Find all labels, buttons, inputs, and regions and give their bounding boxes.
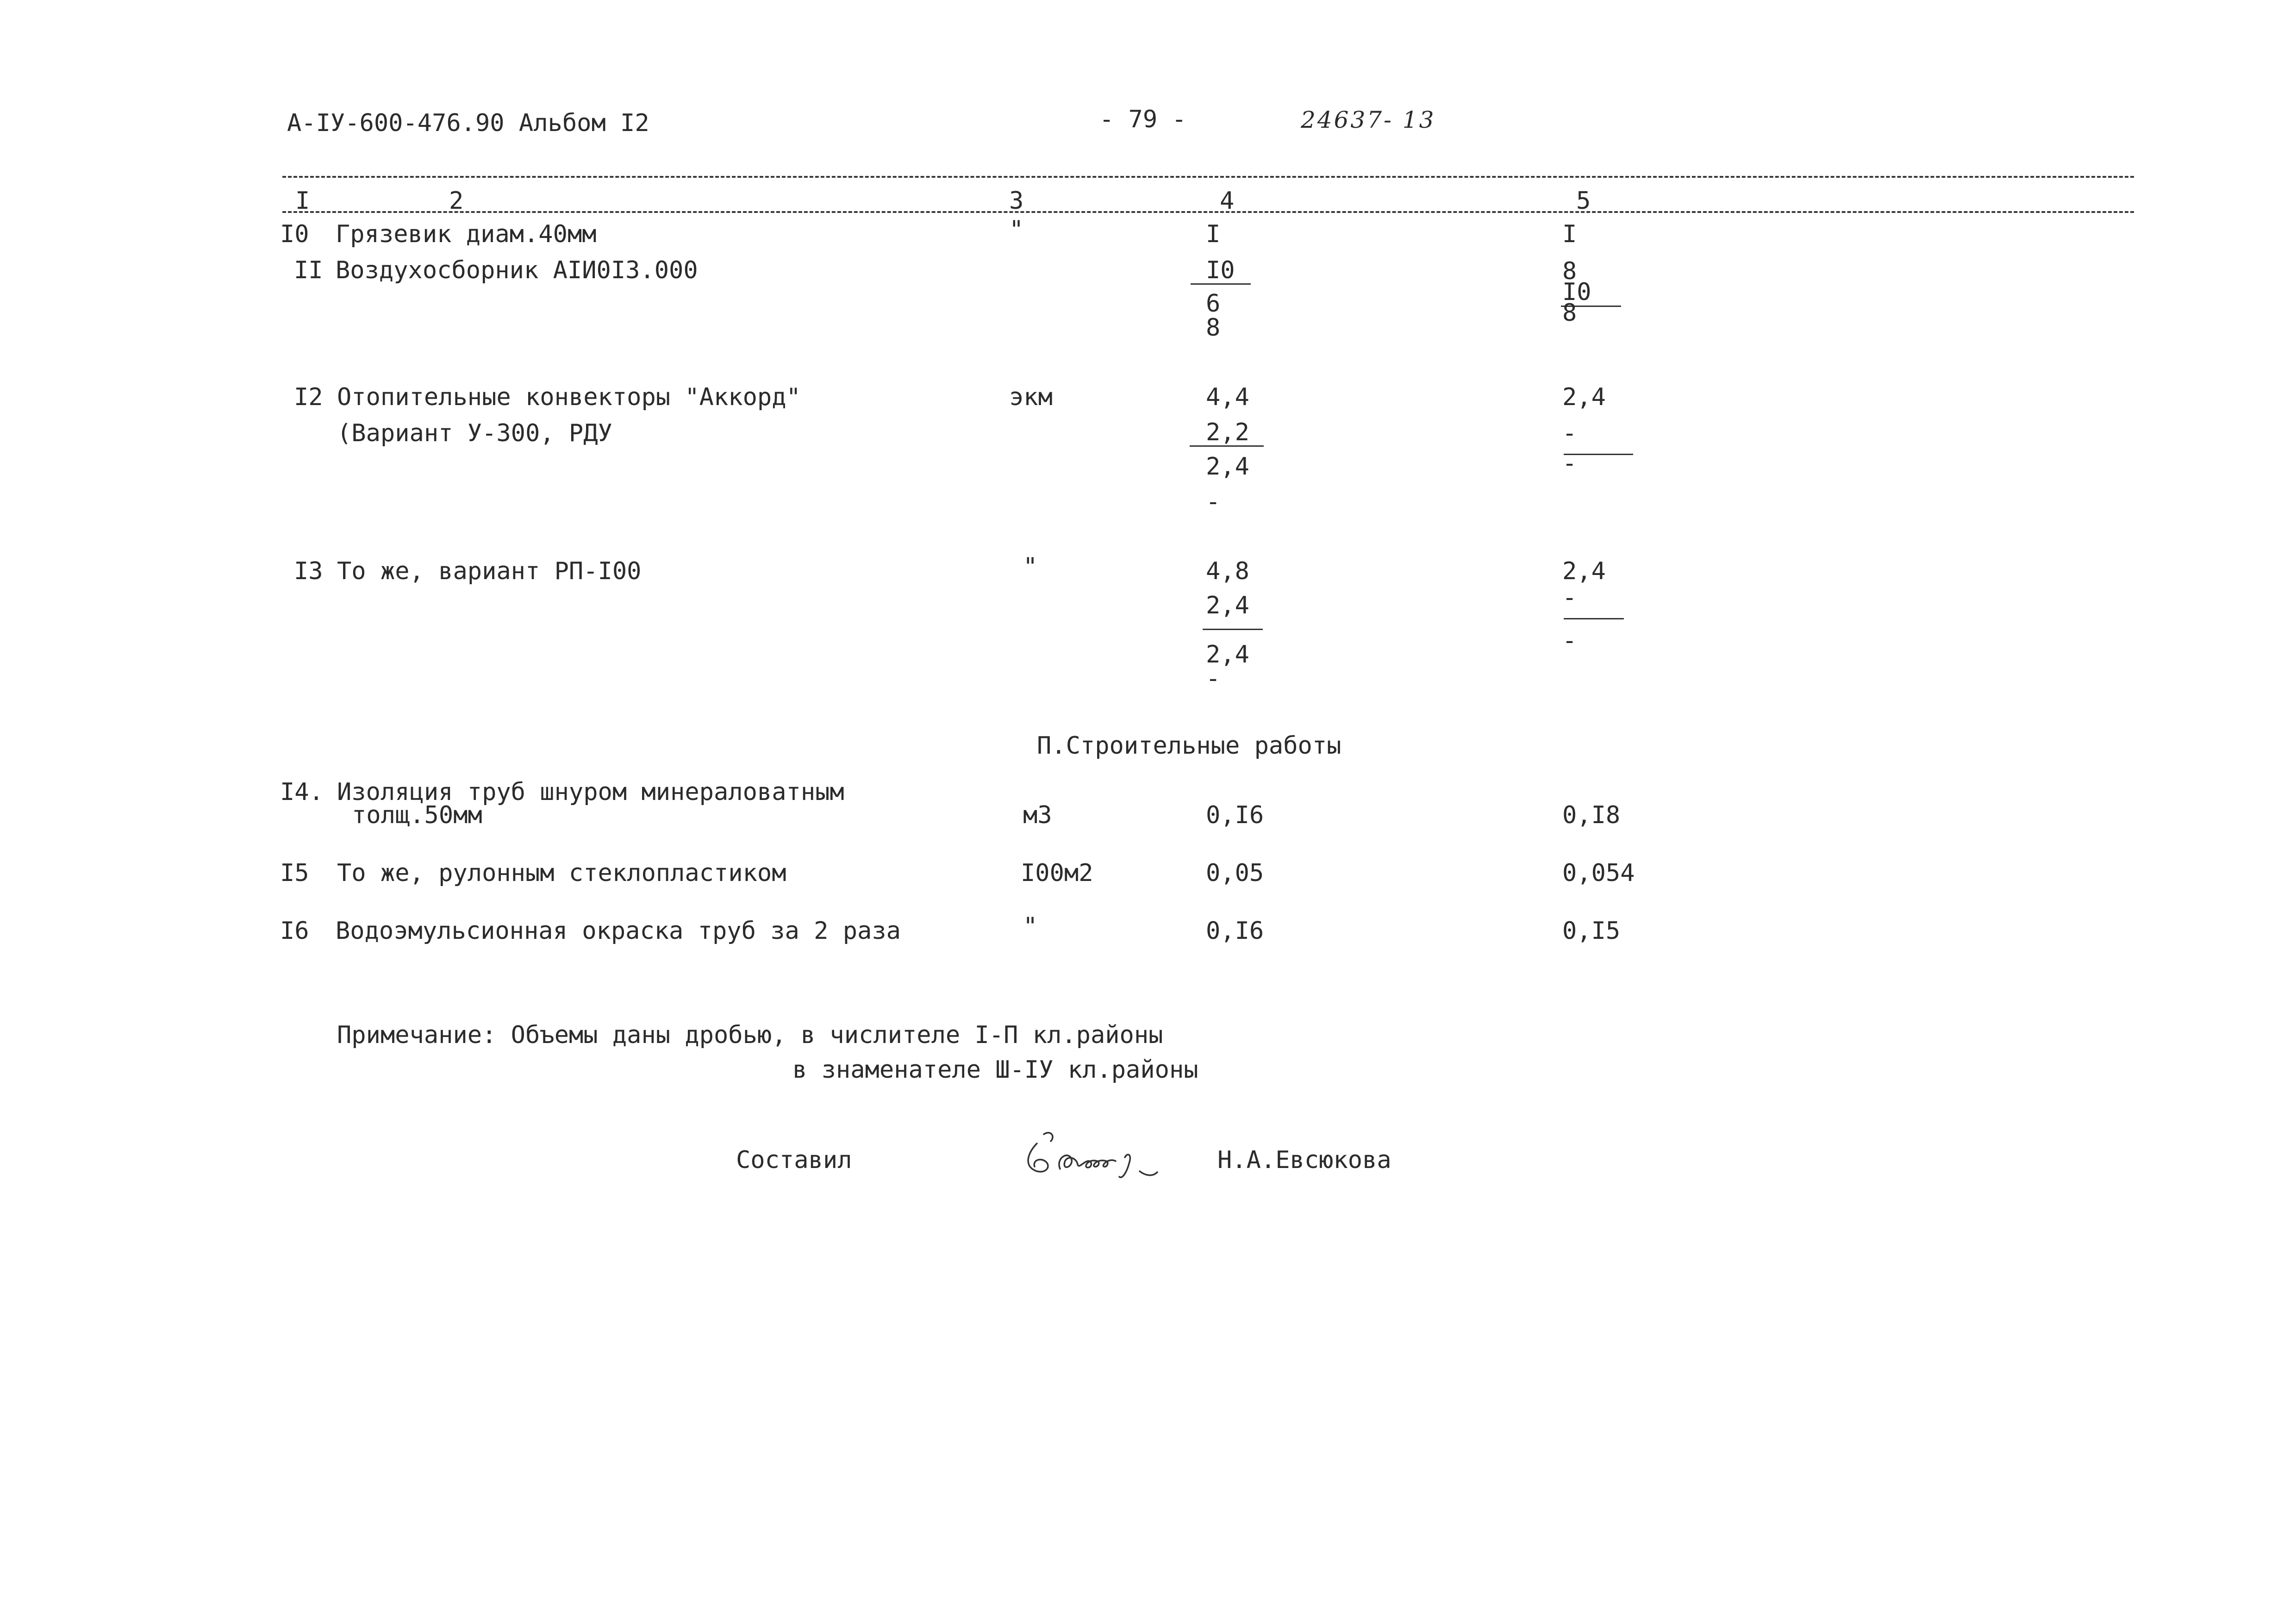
header-dashed-line-top <box>282 176 2134 178</box>
row-name: Воздухосборник АIИ0I3.000 <box>336 256 698 284</box>
handwritten-signature <box>1018 1125 1204 1185</box>
row-unit: " <box>1023 912 1038 940</box>
row-name: То же, вариант РП-I00 <box>337 557 642 585</box>
row-col4-value: 0,05 <box>1206 859 1264 887</box>
fraction-line <box>1190 445 1264 447</box>
row-name: Изоляция труб шнуром минераловатным <box>337 778 844 806</box>
row-col4-denominator: - <box>1206 665 1221 693</box>
row-col5-value: I <box>1562 220 1577 248</box>
note-line-2: в знаменателе Ш-IУ кл.районы <box>792 1056 1198 1084</box>
row-number: I4. <box>280 778 324 806</box>
row-col4-value: 0,I6 <box>1206 801 1264 829</box>
fraction-line <box>1203 629 1263 630</box>
row-unit: экм <box>1009 383 1053 411</box>
row-unit: I00м2 <box>1021 859 1093 887</box>
row-col5-value: 0,054 <box>1562 859 1635 887</box>
row-col4-denominator: 8 <box>1206 314 1221 342</box>
row-col4-denominator: 2,4 <box>1206 453 1249 481</box>
row-unit: " <box>1009 216 1024 244</box>
row-col5-value: 8 <box>1562 257 1577 285</box>
column-header-2: 2 <box>449 187 464 215</box>
row-col5-numerator: - <box>1562 584 1577 612</box>
row-col5-value: 2,4 <box>1562 557 1606 585</box>
row-col5-value: 0,I5 <box>1562 917 1621 945</box>
fraction-line <box>1191 283 1251 285</box>
column-header-5: 5 <box>1576 187 1591 215</box>
column-header-1: I <box>295 187 310 215</box>
row-unit: " <box>1023 553 1038 581</box>
row-number: II <box>294 256 323 284</box>
row-unit: м3 <box>1023 801 1052 829</box>
row-name-continued: (Вариант У-300, РДУ <box>337 419 612 447</box>
row-col5-numerator: - <box>1562 419 1577 447</box>
compiler-name: Н.А.Евсюкова <box>1217 1146 1391 1174</box>
row-number: I0 <box>280 220 309 248</box>
row-col4-denominator: - <box>1206 488 1221 516</box>
row-col4-denominator: 6 <box>1206 290 1221 318</box>
row-name-continued: толщ.50мм <box>352 801 482 829</box>
row-name: Отопительные конвекторы "Аккорд" <box>337 383 801 411</box>
column-header-4: 4 <box>1220 187 1235 215</box>
row-col4-numerator: I0 <box>1206 256 1235 284</box>
row-col4-value: 0,I6 <box>1206 917 1264 945</box>
note-line-1: Примечание: Объемы даны дробью, в числителе I-П кл.районы <box>337 1021 1163 1049</box>
row-col4-denominator: 2,4 <box>1206 641 1249 668</box>
fraction-line <box>1564 618 1624 619</box>
archive-stamp-number: 24637- 13 <box>1301 106 1436 133</box>
row-col5-value: 0,I8 <box>1562 801 1621 829</box>
row-col4-value: 4,4 <box>1206 383 1249 411</box>
row-col4-value: 4,8 <box>1206 557 1249 585</box>
section-title: П.Строительные работы <box>1037 732 1341 760</box>
row-col5-denominator: - <box>1562 450 1577 477</box>
row-col5-denominator: 8 <box>1562 299 1577 327</box>
column-header-3: 3 <box>1009 187 1024 215</box>
compiled-by-label: Составил <box>736 1146 852 1174</box>
page-number: - 79 - <box>1099 106 1186 133</box>
row-col4-value: I <box>1206 220 1221 248</box>
header-dashed-line-bottom <box>282 211 2134 213</box>
document-code: А-IУ-600-476.90 Альбом I2 <box>287 109 649 137</box>
row-name: Грязевик диам.40мм <box>336 220 597 248</box>
row-number: I5 <box>280 859 309 887</box>
row-name: Водоэмульсионная окраска труб за 2 раза <box>336 917 901 945</box>
row-number: I6 <box>280 917 309 945</box>
row-number: I2 <box>294 383 323 411</box>
row-col5-numerator: I0 <box>1562 278 1591 306</box>
row-col4-numerator: 2,4 <box>1206 592 1249 619</box>
row-col5-value: 2,4 <box>1562 383 1606 411</box>
row-name: То же, рулонным стеклопластиком <box>337 859 786 887</box>
row-number: I3 <box>294 557 323 585</box>
row-col5-denominator: - <box>1562 627 1577 655</box>
row-col4-numerator: 2,2 <box>1206 418 1249 446</box>
